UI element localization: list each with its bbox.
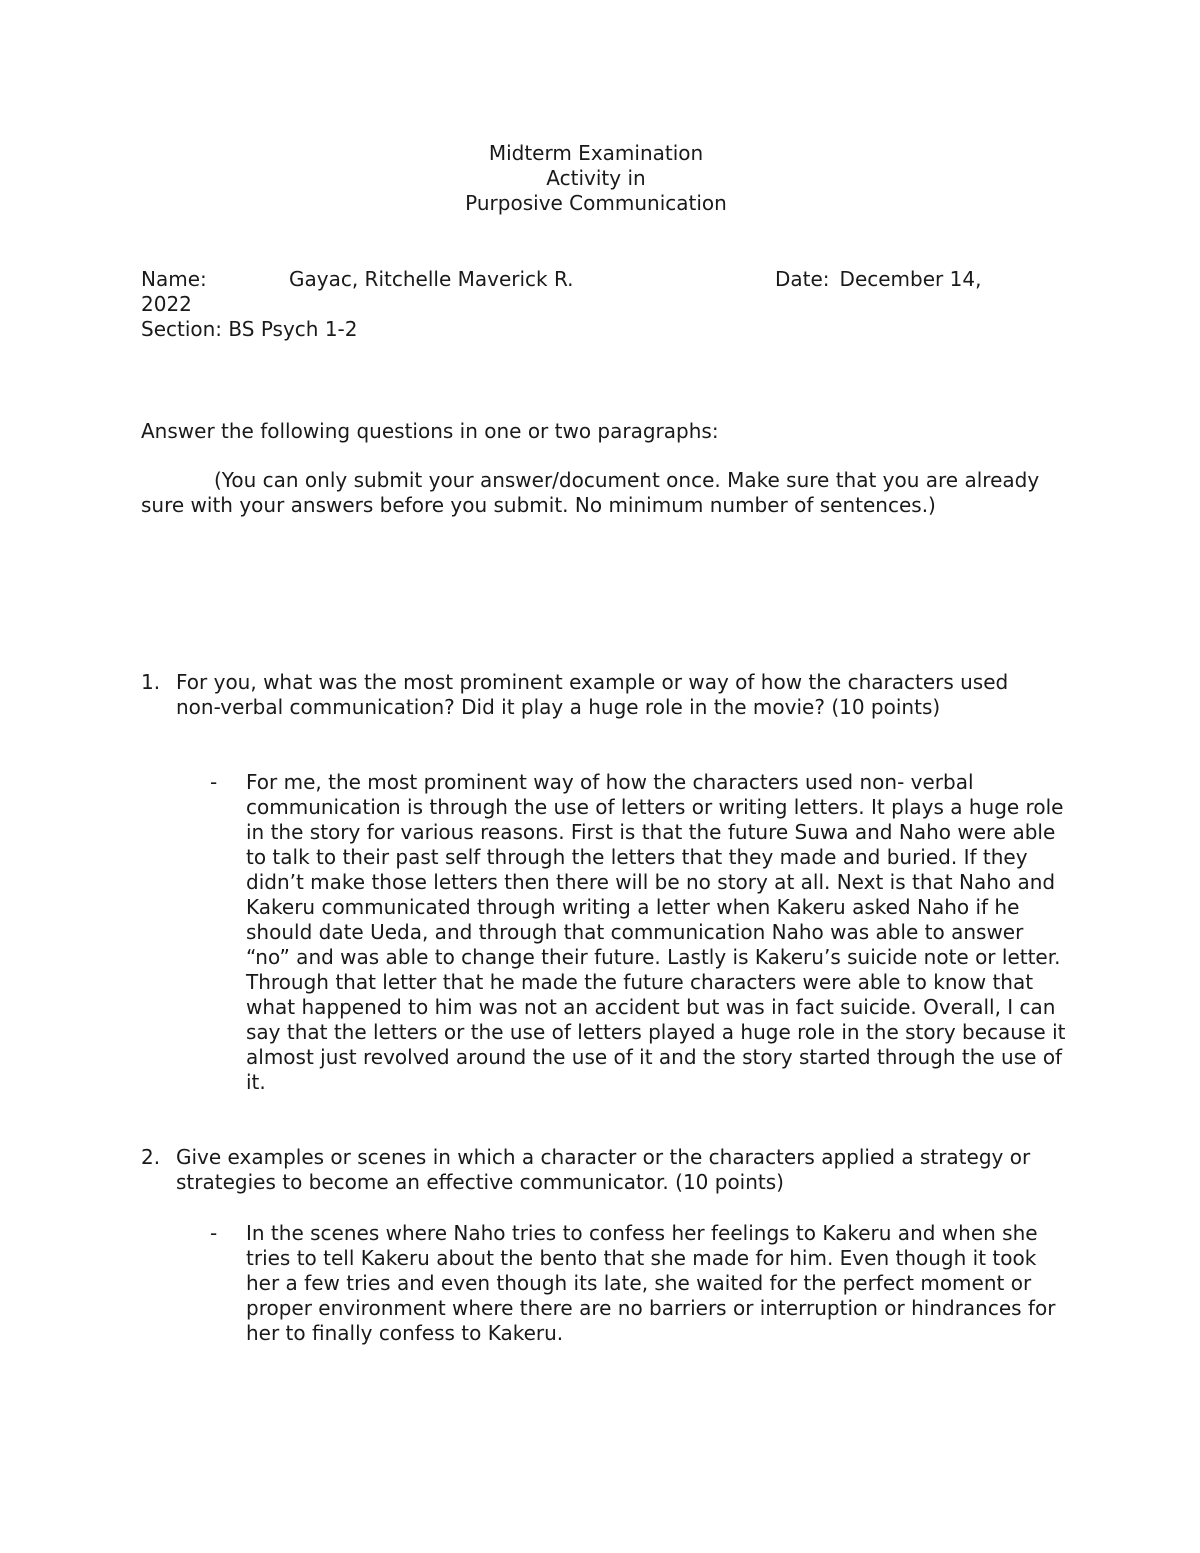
question-number: 2. [141,1145,161,1169]
date-year: 2022 [141,292,192,316]
date-field [775,267,981,292]
answer-marker: - [210,1221,218,1245]
date-value: December 14, [839,267,982,291]
question-text: Give examples or scenes in which a character or the characters applied a strategy or strategies to become an effective communicator. (10 points) [176,1145,1031,1194]
course-title: Purposive Communication [465,191,727,215]
answer-text: For me, the most prominent way of how the characters used non- verbal communication is through the use of letters or writing letters. It plays a huge role in the story for various reasons. First is that the future Suwa and Naho were able to talk to their past self through the letters that they made and buried. If they didn’t make those letters then there will be no story at all. Next is that Naho and Kakeru communicated through writing a letter when Kakeru asked Naho if he should date Ueda, and through that communication Naho was able to answer “no” and was able to change their future. Lastly is Kakeru’s suicide note or letter. Through that letter that he made the future characters were able to know that what happened to him was not an accident but was in fact suicide. Overall, I can say that the letters or the use of letters played a huge role in the story because it almost just revolved around the use of it and the story started through the use of it. [246,770,1066,1094]
student-name: Gayac, Ritchelle Maverick R. [289,267,574,291]
title-block [0,141,1192,216]
question-number: 1. [141,670,161,694]
date-label: Date: [775,267,830,291]
name-label: Name: [141,267,207,291]
exam-subtitle: Activity in [546,166,646,190]
student-info [141,267,1021,342]
section-info: Section: BS Psych 1-2 [141,317,358,341]
instructions-main: Answer the following questions in one or two paragraphs: [141,419,719,443]
instructions-note: (You can only submit your answer/document once. Make sure that you are already sure with your answers before you submit. No minimum number of sentences.) [141,468,1040,517]
answer-marker: - [210,770,218,794]
answer-text: In the scenes where Naho tries to confess her feelings to Kakeru and when she tries to tell Kakeru about the bento that she made for him. Even though it took her a few tries and even though its late, she waited for the perfect moment or proper environment where there are no barriers or interruption or hindrances for her to finally confess to Kakeru. [246,1221,1056,1345]
name-date-row [141,267,1021,292]
exam-title: Midterm Examination [488,141,704,165]
question-text: For you, what was the most prominent example or way of how the characters used non-verbal communication? Did it play a huge role in the movie? (10 points) [176,670,1009,719]
